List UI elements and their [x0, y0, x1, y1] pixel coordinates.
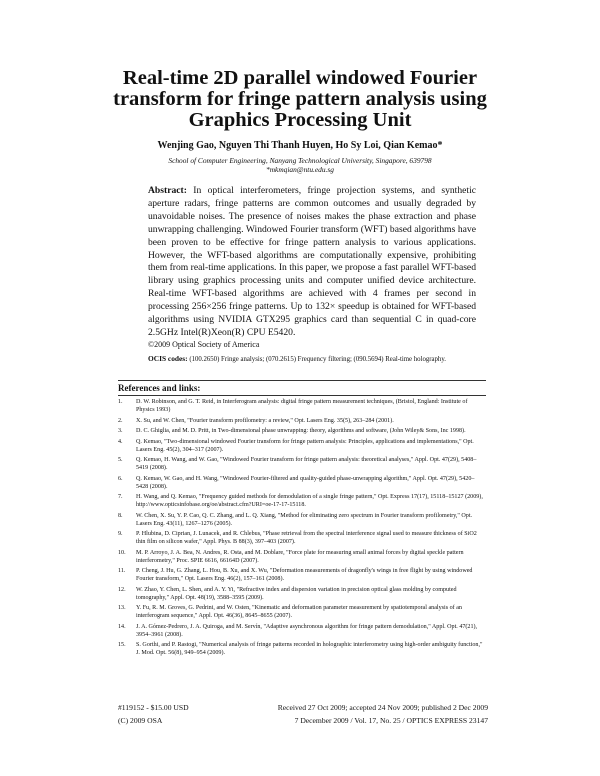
abstract	[148, 185, 476, 340]
footer-journal-info: 7 December 2009 / Vol. 17, No. 25 / OPTICS EXPRESS 23147	[294, 716, 488, 725]
reference-number: 10.	[118, 549, 126, 556]
reference-list	[118, 398, 486, 660]
reference-text: P. Cheng, J. Hu, G. Zhang, L. Hou, B. Xu, and X. Wu, "Deformation measurements of dragonfly's wings in free flight by using windowed Fourier transform," Opt. Lasers Eng. 46(2), 157–161 (2008).	[136, 568, 473, 582]
reference-item	[118, 493, 486, 509]
title-line: Graphics Processing Unit	[188, 109, 412, 131]
reference-number: 15.	[118, 642, 126, 648]
reference-text: P. Hlubina, D. Ciprian, J. Lunacek, and R. Chlebus, "Phase retrieval from the spectral interference signal used to measure thickness of SiO2 thin film on silicon wafer," Appl. Phys. B 88(3), 397–403 (2007).	[136, 531, 477, 545]
footer-dates: Received 27 Oct 2009; accepted 24 Nov 2009; published 2 Dec 2009	[277, 703, 488, 712]
reference-text: W. Zhao, Y. Chen, L. Shen, and A. Y. Yi, "Refractive index and dispersion variation in precision optical glass molding by computed tomography," Appl. Opt. 48(19), 3588–3595 (2009).	[136, 586, 457, 601]
affiliation-block	[60, 156, 540, 174]
reference-text: Q. Kemao, W. Gao, and H. Wang, "Windowed Fourier-filtered and quality-guided phase-unwrapping algorithm," Appl. Opt. 47(29), 5420–5428 (2008).	[136, 475, 475, 490]
reference-text: D. W. Robinson, and G. T. Reid, in Interferogram analysis: digital fringe pattern measurement techniques, (Bristol, England: Institute of Physics 1993)	[136, 399, 468, 413]
reference-number: 5.	[118, 457, 123, 463]
reference-item	[118, 586, 486, 602]
paper-title	[90, 68, 510, 131]
reference-item	[118, 512, 486, 528]
affiliation: School of Computer Engineering, Nanyang Technological University, Singapore, 639798	[168, 156, 432, 165]
references-top-rule	[118, 380, 486, 381]
reference-text: M. P. Arroyo, J. A. Bea, N. Andres, R. Osta, and M. Doblare, "Force plate for measuring small animal forces by digital speckle pattern interferometry," Proc. SPIE 6616, 66164D (2007).	[136, 549, 464, 564]
reference-number: 14.	[118, 623, 126, 630]
reference-item	[118, 398, 486, 414]
reference-text: J. A. Gómez-Pedrero, J. A. Quiroga, and M. Servín, "Adaptive asynchronous algorithm for fringe pattern demodulation," Appl. Opt. 47(21), 3954–3961 (2008).	[136, 623, 478, 638]
ocis-codes	[148, 354, 476, 365]
reference-item	[118, 567, 486, 583]
reference-number: 12.	[118, 586, 126, 593]
reference-number: 1.	[118, 399, 123, 405]
reference-item	[118, 475, 486, 491]
copyright-notice: ©2009 Optical Society of America	[148, 340, 260, 349]
reference-text: D. C. Ghiglia, and M. D. Pritt, in Two-dimensional phase unwrapping: theory, algorithms and software, (John Wiley& Sons, Inc 1998).	[136, 428, 466, 434]
reference-text: Q. Kemao, H. Wang, and W. Gao, "Windowed Fourier transform for fringe pattern analysis: theoretical analyses," Appl. Opt. 47(29), 5408–5419 (2008).	[136, 457, 477, 471]
reference-number: 3.	[118, 428, 123, 434]
abstract-label: Abstract:	[148, 185, 187, 196]
reference-item	[118, 641, 486, 657]
references-heading: References and links:	[118, 383, 201, 393]
title-line: transform for fringe pattern analysis using	[113, 88, 487, 110]
reference-number: 2.	[118, 417, 123, 424]
reference-number: 4.	[118, 438, 123, 445]
reference-item	[118, 438, 486, 454]
reference-item	[118, 427, 486, 435]
reference-item	[118, 417, 486, 425]
author-email: *mkmqian@ntu.edu.sg	[266, 165, 334, 174]
reference-number: 13.	[118, 605, 126, 611]
reference-text: Y. Fu, R. M. Groves, G. Pedrini, and W. Osten, "Kinematic and deformation parameter measurement by spatiotemporal analysis of an interferogram sequence," Appl. Opt. 46(36), 8645–8655 (2007).	[136, 605, 462, 619]
footer-copyright: (C) 2009 OSA	[118, 716, 163, 725]
ocis-label: OCIS codes:	[148, 354, 188, 363]
reference-item	[118, 530, 486, 546]
author-list: Wenjing Gao, Nguyen Thi Thanh Huyen, Ho Sy Loi, Qian Kemao*	[157, 140, 443, 151]
reference-text: W. Chen, X. Su, Y. P. Cao, Q. C. Zhang, and L. Q. Xiang, "Method for eliminating zero spectrum in Fourier transform profilometry," Opt. Lasers Eng. 43(11), 1267–1276 (2005).	[136, 512, 473, 527]
reference-item	[118, 604, 486, 620]
reference-number: 11.	[118, 568, 126, 574]
reference-number: 9.	[118, 531, 123, 537]
reference-text: H. Wang, and Q. Kemao, "Frequency guided methods for demodulation of a single fringe pattern," Opt. Express 17(17), 15118–15127 (2009), http://www.opticsinfobase.org/oe/abstract.cfm?URI=oe-17-17-15118.	[136, 494, 483, 508]
reference-item	[118, 623, 486, 639]
reference-number: 7.	[118, 494, 123, 500]
footer-price: #119152 - $15.00 USD	[118, 703, 189, 712]
title-line: Real-time 2D parallel windowed Fourier	[122, 67, 478, 89]
reference-number: 8.	[118, 512, 123, 519]
abstract-text: In optical interferometers, fringe projection systems, and synthetic aperture radars, fringe patterns are common outcomes and usually degraded by unavoidable noises. The presence of noises makes the phase extraction and phase unwrapping challenging. Windowed Fourier transform (WFT) based algorithms have been proven to be effective for fringe pattern analysis to various applications. However, the WFT-based algorithms are computationally expensive, prohibiting them from real-time applications. In this paper, we propose a fast parallel WFT-based library using graphics processing units and computer unified device architecture. Real-time WFT-based algorithms are achieved with 4 frames per second in processing 256×256 fringe patterns. Up to 132× speedup is obtained for WFT-based algorithms using NVIDIA GTX295 graphics card than sequential C in quad-core 2.5GHz Intel(R)Xeon(R) CPU E5420.	[148, 185, 476, 338]
ocis-text: (100.2650) Fringe analysis; (070.2615) Frequency filtering; (090.5694) Real-time holography.	[189, 356, 446, 363]
reference-item	[118, 456, 486, 472]
reference-text: Q. Kemao, "Two-dimensional windowed Fourier transform for fringe pattern analysis: Principles, applications and implementations," Opt. Lasers Eng. 45(2), 304–317 (2007).	[136, 438, 474, 453]
reference-number: 6.	[118, 475, 123, 482]
reference-text: X. Su, and W. Chen, "Fourier transform profilometry: a review," Opt. Lasers Eng. 35(5), 263–284 (2001).	[136, 417, 394, 424]
reference-text: S. Gorthi, and P. Rastogi, "Numerical analysis of fringe patterns recorded in holographic interferometry using high-order ambiguity function," J. Mod. Opt. 56(8), 949–954 (2009).	[136, 642, 483, 656]
references-heading-rule	[118, 395, 486, 396]
reference-item	[118, 549, 486, 565]
